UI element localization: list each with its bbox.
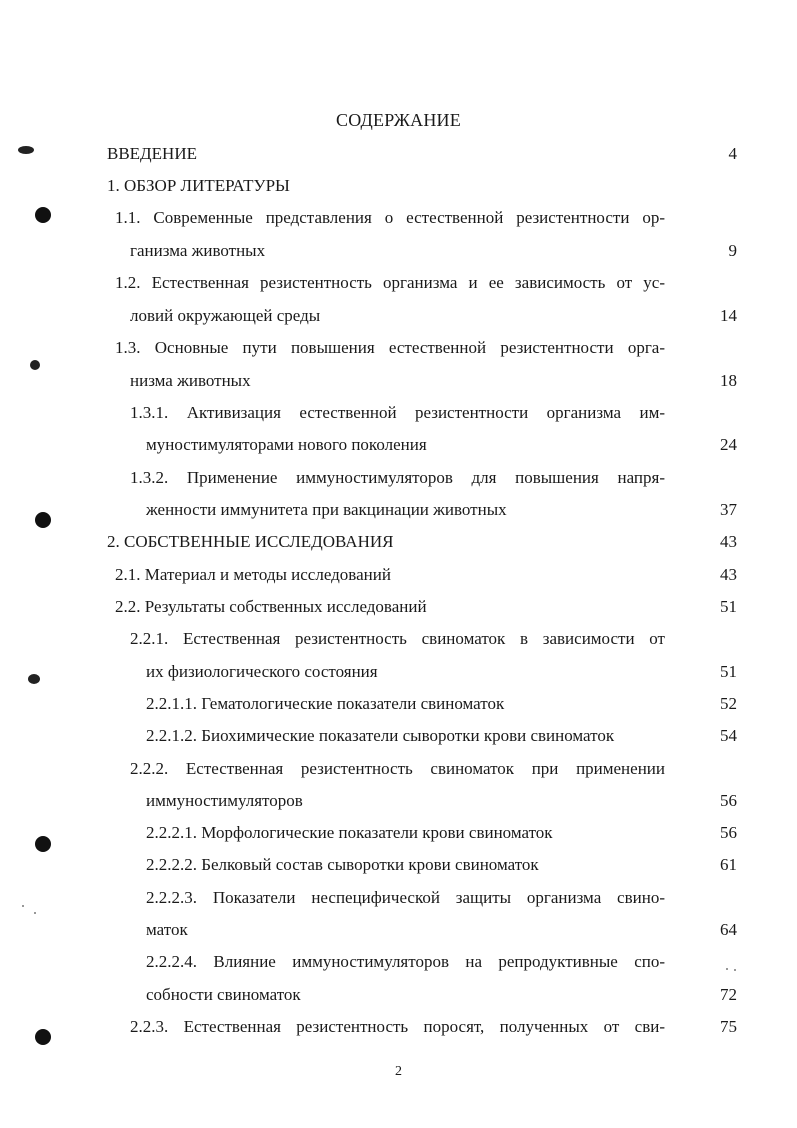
toc-entry-text: 2.2.2.4. Влияние иммуностимуляторов на репродуктивные спо- bbox=[146, 952, 665, 971]
toc-entry-text: 1.1. Современные представления о естественной резистентности ор- bbox=[115, 208, 665, 227]
toc-entry-text: ВВЕДЕНИЕ bbox=[107, 144, 197, 163]
scan-blot bbox=[28, 674, 40, 684]
toc-entry-text: низма животных bbox=[130, 371, 251, 390]
scan-speck bbox=[34, 912, 36, 914]
toc-entry-text: 1.3.1. Активизация естественной резистентности организма им- bbox=[130, 403, 665, 422]
toc-entry-text: 2.1. Материал и методы исследований bbox=[115, 565, 391, 584]
toc-entry-page: 51 bbox=[720, 662, 737, 681]
toc-entry-page: 37 bbox=[720, 500, 737, 519]
toc-entry-text: их физиологического состояния bbox=[146, 662, 378, 681]
toc-entry-page: 52 bbox=[720, 694, 737, 713]
toc-entry-text: 2.2.2.1. Морфологические показатели крови свиноматок bbox=[146, 823, 553, 842]
scan-speck bbox=[22, 905, 24, 907]
toc-entry-page: 43 bbox=[720, 532, 737, 551]
toc-entry-page: 54 bbox=[720, 726, 737, 745]
toc-entry-page: 18 bbox=[720, 371, 737, 390]
binder-hole bbox=[35, 207, 51, 223]
toc-entry-page: 56 bbox=[720, 791, 737, 810]
toc-entry-page: 14 bbox=[720, 306, 737, 325]
toc-entry-text: 2. СОБСТВЕННЫЕ ИССЛЕДОВАНИЯ bbox=[107, 532, 394, 551]
scan-speck bbox=[734, 969, 736, 971]
toc-entry-page: 51 bbox=[720, 597, 737, 616]
toc-entry-text: 1. ОБЗОР ЛИТЕРАТУРЫ bbox=[107, 176, 290, 195]
toc-entry-text: 2.2.1. Естественная резистентность свиноматок в зависимости от bbox=[130, 629, 665, 648]
toc-entry-text: 2.2.2.3. Показатели неспецифической защиты организма свино- bbox=[146, 888, 665, 907]
toc-entry-text: 2.2.3. Естественная резистентность поросят, полученных от сви- bbox=[130, 1017, 665, 1036]
toc-entry-page: 72 bbox=[720, 985, 737, 1004]
toc-entry-text: маток bbox=[146, 920, 188, 939]
binder-hole bbox=[35, 512, 51, 528]
toc-entry-page: 61 bbox=[720, 855, 737, 874]
page-number: 2 bbox=[395, 1064, 402, 1079]
binder-hole bbox=[35, 836, 51, 852]
scan-speck bbox=[726, 968, 728, 970]
toc-entry-text: ганизма животных bbox=[130, 241, 266, 260]
toc-entry-text: 2.2.2.2. Белковый состав сыворотки крови свиноматок bbox=[146, 855, 539, 874]
toc-entry-text: ловий окружающей среды bbox=[130, 306, 321, 325]
toc-entry-page: 64 bbox=[720, 920, 737, 939]
toc-entry-text: 2.2.1.1. Гематологические показатели свиноматок bbox=[146, 694, 505, 713]
scan-blot bbox=[30, 360, 40, 370]
toc-entry-text: женности иммунитета при вакцинации животных bbox=[146, 500, 507, 519]
toc-entry-text: 2.2. Результаты собственных исследований bbox=[115, 597, 427, 616]
scan-blot bbox=[18, 146, 34, 154]
toc-entry-text: 2.2.1.2. Биохимические показатели сыворотки крови свиноматок bbox=[146, 726, 615, 745]
toc-entry-page: 24 bbox=[720, 435, 737, 454]
toc-entry-page: 9 bbox=[728, 241, 737, 260]
toc-entry-page: 75 bbox=[720, 1017, 737, 1036]
toc-entry-page: 4 bbox=[728, 144, 737, 163]
toc-entry-text: 2.2.2. Естественная резистентность свиноматок при применении bbox=[130, 759, 665, 778]
binder-hole bbox=[35, 1029, 51, 1045]
toc-entry-text: иммуностимуляторов bbox=[146, 791, 303, 810]
toc-title: СОДЕРЖАНИЕ bbox=[336, 110, 461, 130]
toc-entry-text: 1.3.2. Применение иммуностимуляторов для повышения напря- bbox=[130, 468, 665, 487]
toc-entry-text: собности свиноматок bbox=[146, 985, 301, 1004]
toc-entry-page: 56 bbox=[720, 823, 737, 842]
toc-entry-text: 1.3. Основные пути повышения естественной резистентности орга- bbox=[115, 338, 665, 357]
toc-entry-text: 1.2. Естественная резистентность организма и ее зависимость от ус- bbox=[115, 273, 665, 292]
toc-entry-page: 43 bbox=[720, 565, 737, 584]
toc-entry-text: муностимуляторами нового поколения bbox=[146, 435, 427, 454]
